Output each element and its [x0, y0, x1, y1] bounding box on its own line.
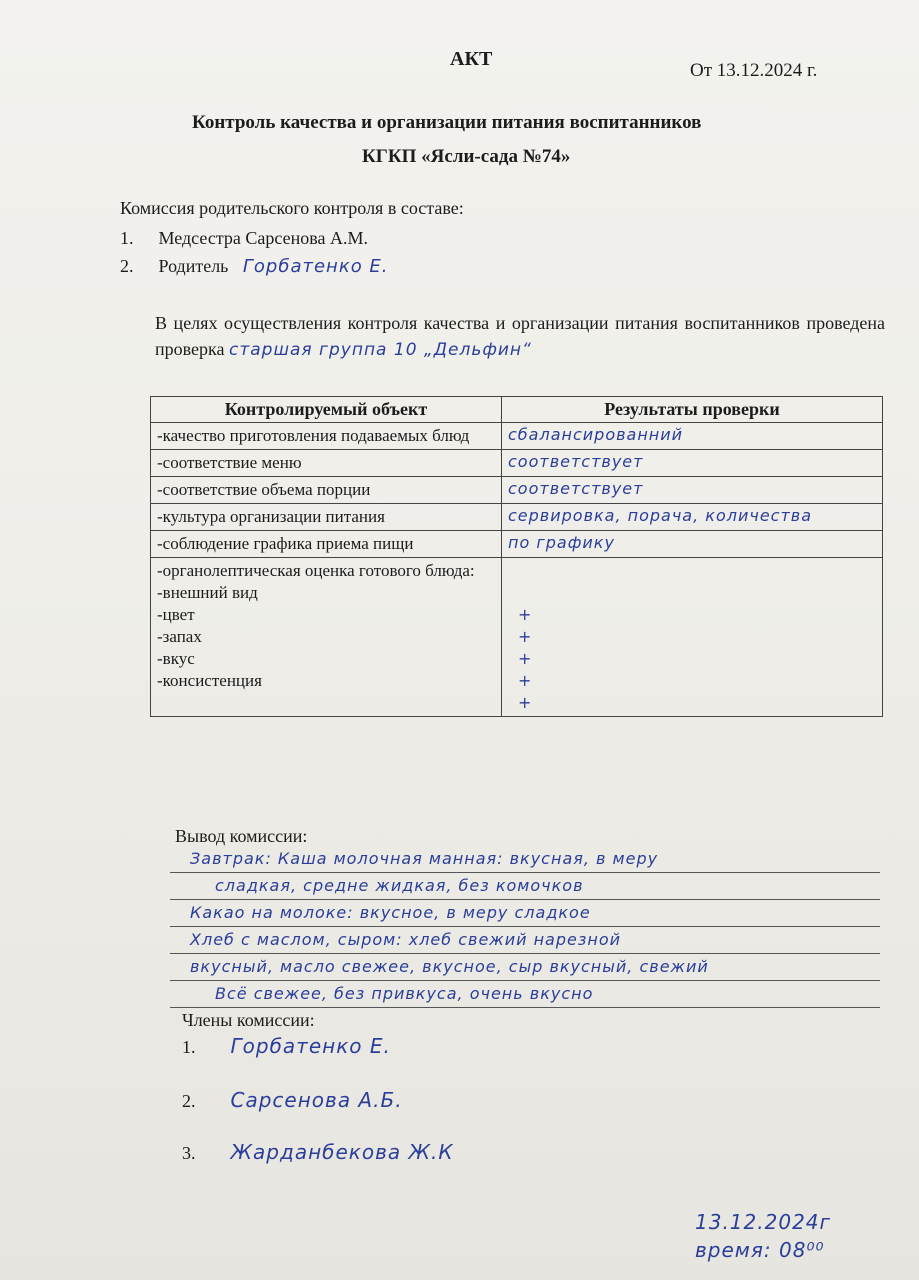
member-handwritten-name: Горбатенко Е.: [242, 256, 389, 277]
signature-row-2: [182, 1088, 403, 1112]
conclusion-line: Всё свежее, без привкуса, очень вкусно: [170, 981, 880, 1008]
organoleptic-item: -внешний вид: [157, 583, 258, 602]
organoleptic-result: +: [518, 693, 533, 712]
table-cell-object: -соблюдение графика приема пищи: [151, 531, 502, 558]
signature-name: Жарданбекова Ж.К: [230, 1140, 454, 1164]
table-row: [151, 450, 883, 477]
table-cell-object: [151, 558, 502, 717]
commission-intro: Комиссия родительского контроля в составе:: [120, 198, 464, 218]
table-cell-result: [502, 558, 883, 717]
table-header-row: [151, 397, 883, 423]
inspection-table: [150, 396, 883, 717]
handwritten-date: 13.12.2024г: [695, 1210, 832, 1234]
signature-row-3: [182, 1140, 454, 1164]
column-header-result: Результаты проверки: [502, 397, 883, 423]
signature-name: Горбатенко Е.: [230, 1034, 391, 1058]
commission-member-1: [120, 228, 368, 249]
signature-name: Сарсенова А.Б.: [230, 1088, 403, 1112]
table-cell-object: -культура организации питания: [151, 504, 502, 531]
conclusion-line: Какао на молоке: вкусное, в меру сладкое: [170, 900, 880, 927]
document-title: АКТ: [450, 48, 493, 70]
member-number: 1.: [120, 228, 134, 248]
member-text: Родитель: [158, 256, 229, 276]
purpose-text: В целях осуществления контроля качества и организации питания воспитанников проведена проверка: [155, 313, 885, 359]
conclusion-line: Хлеб с маслом, сыром: хлеб свежий нарезной: [170, 927, 880, 954]
conclusion-label: Вывод комиссии:: [175, 826, 308, 846]
handwritten-time: время: 08⁰⁰: [695, 1238, 825, 1262]
organoleptic-result: +: [518, 649, 533, 668]
organoleptic-item: -вкус: [157, 649, 195, 668]
conclusion-line: вкусный, масло свежее, вкусное, сыр вкусный, свежий: [170, 954, 880, 981]
table-cell-result: соответствует: [502, 477, 883, 504]
table-cell-result: сервировка, порача, количества: [502, 504, 883, 531]
table-cell-result: по графику: [502, 531, 883, 558]
table-cell-object: -соответствие объема порции: [151, 477, 502, 504]
conclusion-line: сладкая, средне жидкая, без комочков: [170, 873, 880, 900]
organoleptic-item: -цвет: [157, 605, 195, 624]
organoleptic-item: -запах: [157, 627, 202, 646]
signature-number: 3.: [182, 1143, 196, 1163]
signature-number: 1.: [182, 1037, 196, 1057]
table-row: [151, 477, 883, 504]
conclusion-lines: [170, 846, 880, 1008]
conclusion-line: Завтрак: Каша молочная манная: вкусная, в меру: [170, 846, 880, 873]
column-header-object: Контролируемый объект: [151, 397, 502, 423]
signature-number: 2.: [182, 1091, 196, 1111]
member-text: Медсестра Сарсенова А.М.: [158, 228, 368, 248]
table-row: [151, 531, 883, 558]
organoleptic-result: +: [518, 605, 533, 624]
member-number: 2.: [120, 256, 134, 276]
document-date: От 13.12.2024 г.: [690, 60, 818, 81]
organoleptic-result: +: [518, 627, 533, 646]
subtitle-line-1: Контроль качества и организации питания воспитанников: [192, 112, 702, 133]
commission-member-2: [120, 256, 389, 277]
table-cell-result: соответствует: [502, 450, 883, 477]
table-row: [151, 504, 883, 531]
organoleptic-item: -консистенция: [157, 671, 262, 690]
inspection-purpose: [155, 310, 885, 363]
organoleptic-result: +: [518, 671, 533, 690]
table-row: [151, 423, 883, 450]
table-cell-object: -соответствие меню: [151, 450, 502, 477]
members-label: Члены комиссии:: [182, 1010, 315, 1030]
signature-row-1: [182, 1034, 391, 1058]
purpose-handwritten-group: старшая группа 10 „Дельфин“: [228, 340, 532, 360]
subtitle-line-2: КГКП «Ясли-сада №74»: [362, 146, 571, 167]
table-cell-result: сбалансированний: [502, 423, 883, 450]
organoleptic-title: -органолептическая оценка готового блюда:: [157, 561, 475, 580]
table-cell-object: -качество приготовления подаваемых блюд: [151, 423, 502, 450]
table-row-organoleptic: [151, 558, 883, 717]
handwritten-date-time: [695, 1208, 831, 1264]
